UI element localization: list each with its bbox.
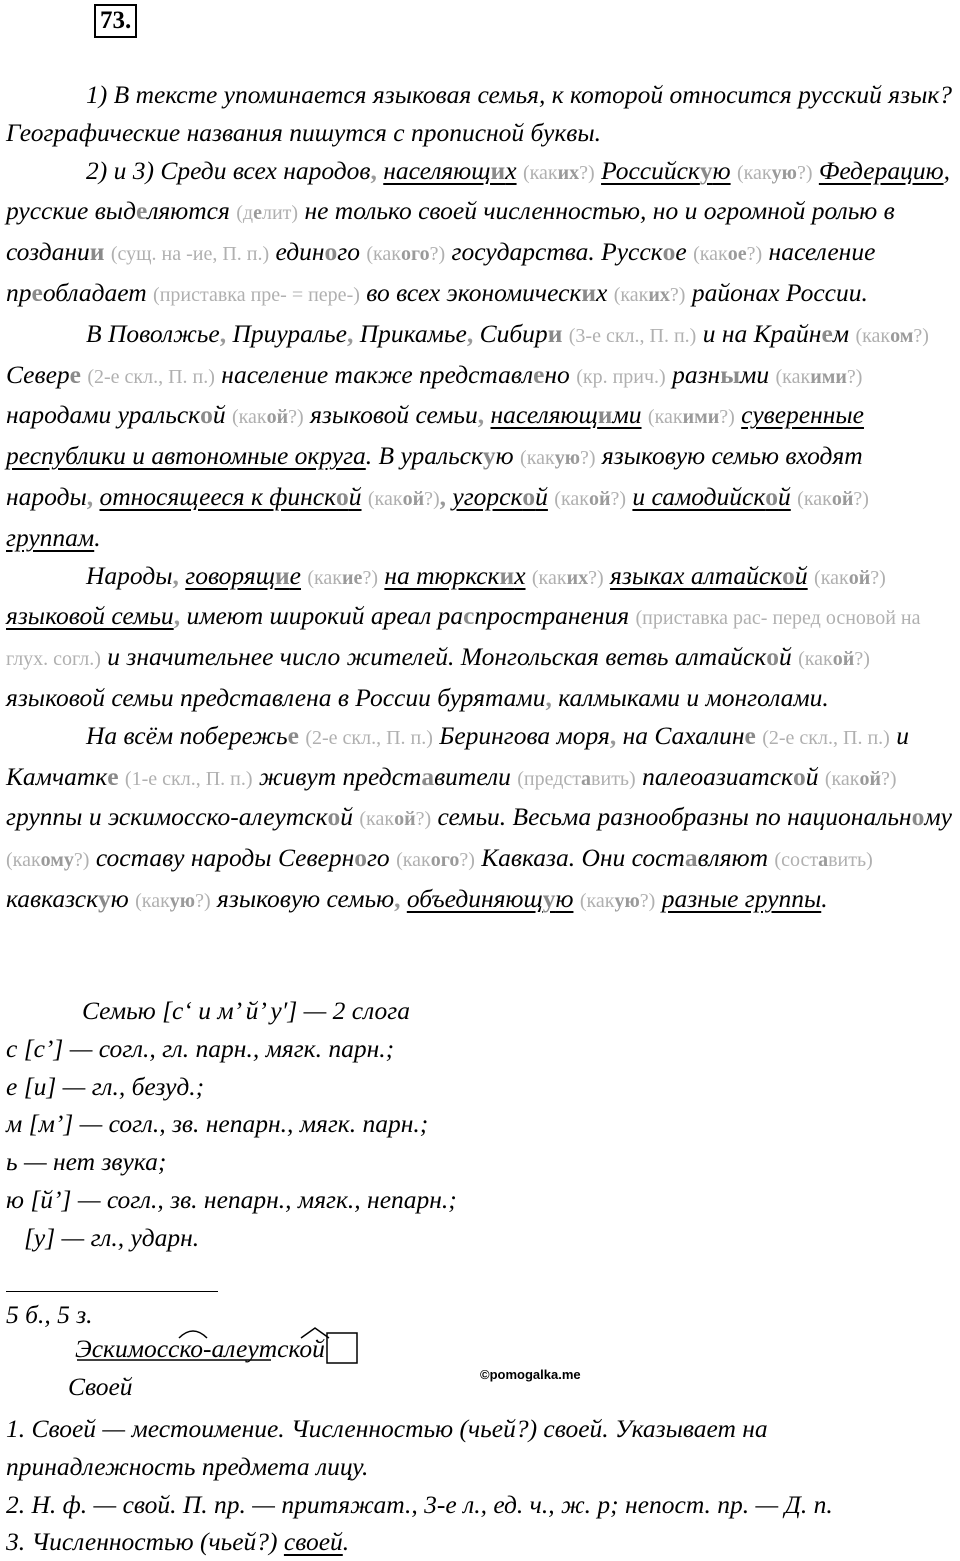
list-item: 2. Н. ф. — свой. П. пр. — притяжат., 3-е л., ед. ч., ж. р; непост. пр. — Д. п. [6,1489,833,1519]
answer-1: 1) В тексте упоминается языковая семья, к которой относится русский язык? Географические названия пишутся с прописной буквы. [6,80,953,147]
morpheme-parse [75,1334,325,1364]
analysis-line: с [с’] — согл., гл. парн., мягк. парн.; [6,1033,395,1063]
analysis-title: Семью [с‘ и м’ й’ у′] — 2 слога [82,996,411,1025]
paragraph-poberezhye: На всём побережье (2-е скл., П. п.) Берингова моря, на Сахалине (2-е скл., П. п.) и Камчатке (1-е скл., П. п.) живут представители (представить) палеоазиатской (какой?) группы и эскимосско-алеутской (какой?) семьи. Весьма разнообразны по национальному (какому?) составу народы Северного (какого?) Кавказа. Они составляют (составить) кавказскую (какую?) языковую семью, объединяющую (какую?) разные группы. [6,720,952,913]
morph-word: Эскимосско-алеутской [75,1334,325,1363]
answer-2-3: 2) и 3) Среди всех народов, населяющих (каких?) Российскую (какую?) Федерацию, русские выделяются (делит) не только своей численностью, но и огромной ролью в создании (сущ. на -ие, П. п.) единого (какого?) государства. Русское (какое?) население преобладает (приставка пре- = пере-) во всех экономических (каких?) районах России. [6,155,950,307]
analysis-line: е [и] — гл., безуд.; [6,1071,205,1101]
exercise-number: 73. [94,4,137,38]
list-item: 1. Своей — местоимение. Численностью (чьей?) своей. Указывает на принадлежность предмета лицу. [6,1414,768,1481]
watermark: ©pomogalka.me [480,1367,581,1382]
answer-text [6,76,956,921]
word-svoey: Своей [68,1372,133,1401]
phonetic-analysis [6,992,956,1257]
paragraph-povolzhye: В Поволжье, Приуралье, Прикамье, Сибири (3-е скл., П. п.) и на Крайнем (каком?) Севере (2-е скл., П. п.) население также представлено (кр. прич.) разными (какими?) народами уральской (какой?) языковой семьи, населяющими (какими?) суверенные республики и автономные округа. В уральскую (какую?) языковую семью входят народы, относящееся к финской (какой?), угорской (какой?) и самодийской (какой?) группам. [6,318,929,552]
counts: 5 б., 5 з. [6,1300,93,1329]
morphological-analysis [6,1410,956,1561]
paragraph-narody: Народы, говорящие (какие?) на тюркских (каких?) языках алтайской (какой?) языковой семьи, имеют широкий ареал распространения (приставка рас- перед основой на глух. согл.) и значительнее число жителей. Монгольская ветвь алтайской (какой?) языковой семьи представлена в России бурятами, калмыками и монголами. [6,560,921,712]
analysis-line: м [м’] — согл., зв. непарн., мягк. парн.; [6,1109,429,1139]
morpheme-marks [75,1326,360,1366]
analysis-line: [у] — гл., ударн. [24,1222,200,1252]
analysis-line: ю [й’] — согл., зв. непарн., мягк., непарн.; [6,1184,457,1214]
divider [6,1291,218,1292]
list-item: 3. Численностью (чьей?) своей. [6,1527,350,1557]
analysis-line: ь — нет звука; [6,1147,167,1177]
